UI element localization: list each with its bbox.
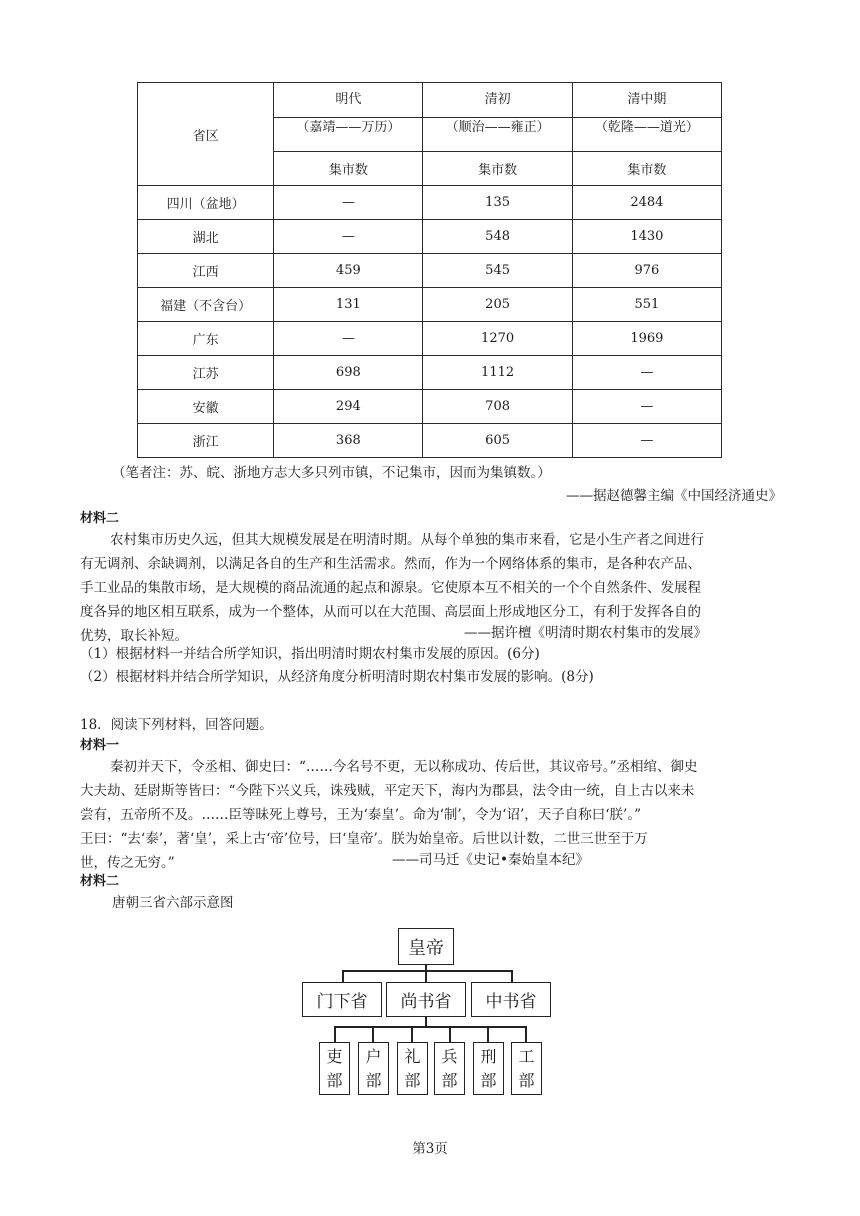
ming-cell: 698 <box>274 356 423 390</box>
province-cell: 四川（盆地） <box>138 186 274 220</box>
table-row <box>138 220 722 254</box>
header-qing-mid-range: （乾隆——道光） <box>572 118 721 152</box>
connector-line <box>525 1026 527 1042</box>
header-ming-range: （嘉靖——万历） <box>274 118 423 152</box>
table-row <box>138 254 722 288</box>
qing-mid-cell: 1969 <box>572 322 721 356</box>
paragraph-line: 世，传之无穷。” <box>80 855 175 871</box>
connector-line <box>449 1026 451 1042</box>
connector-line <box>372 1026 374 1042</box>
connector-line <box>425 970 427 982</box>
qing-early-cell: 135 <box>423 186 572 220</box>
province-cell: 江西 <box>138 254 274 288</box>
connector-line <box>411 1026 413 1042</box>
qing-mid-cell: — <box>572 424 721 458</box>
province-cell: 广东 <box>138 322 274 356</box>
ministry-justice-box <box>473 1042 504 1095</box>
qing-early-cell: 205 <box>423 288 572 322</box>
paragraph-line: 优势，取长补短。 <box>80 628 188 644</box>
qing-mid-cell: 2484 <box>572 186 721 220</box>
connector-line <box>334 1026 336 1042</box>
ministry-char: 部 <box>404 1070 421 1090</box>
qing-mid-cell: — <box>572 390 721 424</box>
qing-mid-cell: — <box>572 356 721 390</box>
ming-cell: — <box>274 220 423 254</box>
qing-mid-cell: 1430 <box>572 220 721 254</box>
table-source: ——据赵德馨主编《中国经济通史》 <box>566 488 782 504</box>
material-source: ——据许檀《明清时期农村集市的发展》 <box>464 625 707 641</box>
header-qing-mid-name: 清中期 <box>572 83 721 118</box>
ministry-char: 部 <box>518 1070 535 1090</box>
paragraph-line: 王曰：“去‘泰’，著‘皇’，采上古‘帝’位号，曰‘皇帝’。朕为始皇帝。后世以计数，二世三世至于万 <box>80 831 648 847</box>
ministry-char: 部 <box>441 1070 458 1090</box>
connector-line <box>511 970 513 982</box>
qing-early-cell: 1112 <box>423 356 572 390</box>
table-row <box>138 322 722 356</box>
ministry-char: 户 <box>365 1046 382 1066</box>
province-cell: 江苏 <box>138 356 274 390</box>
qing-early-cell: 1270 <box>423 322 572 356</box>
material-source: ——司马迁《史记•秦始皇本纪》 <box>392 852 589 868</box>
header-province: 省区 <box>138 83 274 186</box>
header-qing-early-name: 清初 <box>423 83 572 118</box>
table-row <box>138 186 722 220</box>
ming-cell: 459 <box>274 254 423 288</box>
ming-cell: 368 <box>274 424 423 458</box>
table-row <box>138 390 722 424</box>
header-qing-mid-metric: 集市数 <box>572 152 721 186</box>
qing-early-cell: 708 <box>423 390 572 424</box>
header-qing-early-range: （顺治——雍正） <box>423 118 572 152</box>
header-qing-early-metric: 集市数 <box>423 152 572 186</box>
connector-line <box>342 970 512 972</box>
qing-early-cell: 605 <box>423 424 572 458</box>
ministry-works-box <box>511 1042 542 1095</box>
table-row <box>138 288 722 322</box>
qing-early-cell: 548 <box>423 220 572 254</box>
ministry-char: 刑 <box>480 1046 497 1066</box>
ming-cell: 131 <box>274 288 423 322</box>
ming-cell: — <box>274 322 423 356</box>
ministry-war-box <box>434 1042 465 1095</box>
question-2: （2）根据材料并结合所学知识，从经济角度分析明清时期农村集市发展的影响。(8分) <box>80 669 594 685</box>
ministry-personnel-box <box>319 1042 350 1095</box>
paragraph-line: 农村集市历史久远，但其大规模发展是在明清时期。从每个单独的集市来看，它是小生产者之间进行 <box>110 532 704 548</box>
province-cell: 湖北 <box>138 220 274 254</box>
paragraph-line: 秦初并天下，令丞相、御史曰：“……今名号不更，无以称成功、传后世，其议帝号。”丞相绾、御史 <box>110 759 698 775</box>
ministry-rites-box <box>397 1042 428 1095</box>
material-heading: 材料一 <box>80 738 120 753</box>
ming-cell: — <box>274 186 423 220</box>
ministry-char: 部 <box>365 1070 382 1090</box>
market-count-table <box>137 82 722 458</box>
paragraph-line: 手工业品的集散市场，是大规模的商品流通的起点和源泉。它使原本互不相关的一个个自然条件、发展程 <box>80 580 701 596</box>
material-heading: 材料二 <box>80 511 120 526</box>
ministry-char: 礼 <box>404 1046 421 1066</box>
qing-mid-cell: 976 <box>572 254 721 288</box>
header-ming-name: 明代 <box>274 83 423 118</box>
shangshu-box: 尚书省 <box>386 982 466 1017</box>
material-heading: 材料二 <box>80 874 120 889</box>
question-18-title: 18．阅读下列材料，回答问题。 <box>80 717 273 733</box>
question-1: （1）根据材料一并结合所学知识，指出明清时期农村集市发展的原因。(6分) <box>80 646 540 662</box>
qing-mid-cell: 551 <box>572 288 721 322</box>
connector-line <box>487 1026 489 1042</box>
menxia-box: 门下省 <box>302 982 382 1017</box>
header-ming-metric: 集市数 <box>274 152 423 186</box>
connector-line <box>342 970 344 982</box>
zhongshu-box: 中书省 <box>471 982 551 1017</box>
page-number: 第3页 <box>412 1141 448 1157</box>
paragraph-line: 大夫劫、廷尉斯等皆曰：“今陛下兴义兵，诛残贼，平定天下，海内为郡县，法令由一统，自上古以来未 <box>80 783 695 799</box>
ministry-char: 工 <box>518 1046 535 1066</box>
province-cell: 福建（不含台） <box>138 288 274 322</box>
ming-cell: 294 <box>274 390 423 424</box>
table-row <box>138 356 722 390</box>
province-cell: 浙江 <box>138 424 274 458</box>
ministry-char: 部 <box>480 1070 497 1090</box>
qing-early-cell: 545 <box>423 254 572 288</box>
diagram-caption: 唐朝三省六部示意图 <box>112 895 234 911</box>
table-row <box>138 424 722 458</box>
emperor-box: 皇帝 <box>398 928 454 965</box>
ministry-char: 部 <box>326 1070 343 1090</box>
paragraph-line: 尝有，五帝所不及。……臣等昧死上尊号，王为‘泰皇’。命为‘制’，令为‘诏’，天子自称曰‘朕’。” <box>80 807 641 823</box>
province-cell: 安徽 <box>138 390 274 424</box>
ministry-revenue-box <box>358 1042 389 1095</box>
paragraph-line: 有无调剂、余缺调剂，以满足各自的生产和生活需求。然而，作为一个网络体系的集市，是各种农产品、 <box>80 556 701 572</box>
connector-line <box>334 1026 526 1028</box>
paragraph-line: 度各异的地区相互联系，成为一个整体，从而可以在大范围、高层面上形成地区分工，有利于发挥各自的 <box>80 604 701 620</box>
ministry-char: 兵 <box>441 1046 458 1066</box>
table-note: （笔者注：苏、皖、浙地方志大多只列市镇，不记集市，因而为集镇数。） <box>112 465 551 481</box>
ministry-char: 吏 <box>326 1046 343 1066</box>
